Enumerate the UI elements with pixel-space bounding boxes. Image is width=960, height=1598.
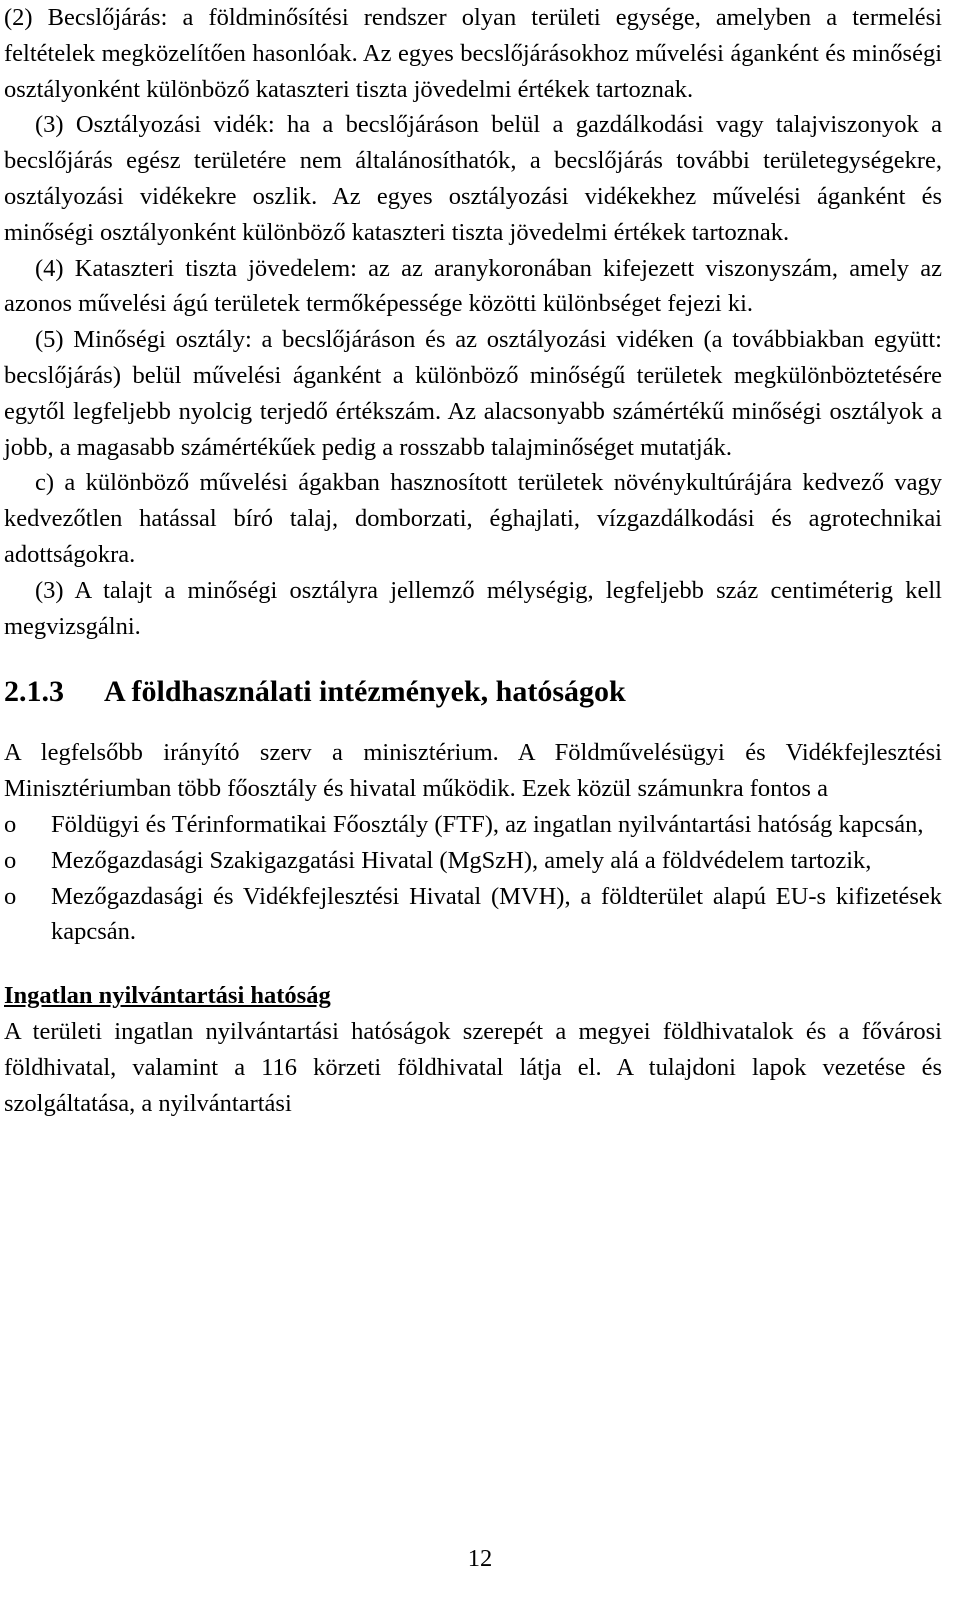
paragraph-becslojaras: (2) Becslőjárás: a földminősítési rendszer olyan területi egysége, amelyben a termelési feltételek megközelítően hasonlóak. Az egyes becslőjárásokhoz művelési áganként és minőségi osztályonként különböző kataszteri tiszta jövedelmi értékek tartoznak. — [4, 4, 942, 103]
list-item — [4, 879, 942, 951]
section-heading — [4, 673, 942, 711]
paragraph-item-c: c) a különböző művelési ágakban hasznosított területek növénykultúrájára kedvező vagy kedvezőtlen hatással bíró talaj, domborzati, éghajlati, vízgazdálkodási és agrotechnikai adottságokra. — [4, 469, 942, 568]
list-item-text: Mezőgazdasági Szakigazgatási Hivatal (MgSzH), amely alá a földvédelem tartozik, — [51, 846, 872, 874]
paragraph-kataszteri-tiszta-jovedelem: (4) Kataszteri tiszta jövedelem: az az aranykoronában kifejezett viszonyszám, amely az azonos művelési ágú területek termőképessége közötti különbséget fejezi ki. — [4, 254, 942, 318]
paragraph-talaj-vizsgalat: (3) A talajt a minőségi osztályra jellemző mélységig, legfeljebb száz centiméterig kell megvizsgálni. — [4, 576, 942, 640]
subsection-paragraph: A területi ingatlan nyilvántartási hatóságok szerepét a megyei földhivatalok és a fővárosi földhivatal, valamint a 116 körzeti földhivatal látja el. A tulajdoni lapok vezetése és szolgáltatása, a nyilvántartási — [4, 1017, 942, 1117]
list-item — [4, 807, 942, 843]
list-item-text: Mezőgazdasági és Vidékfejlesztési Hivatal (MVH), a földterület alapú EU-s kifizetések kapcsán. — [51, 882, 942, 946]
document-page — [4, 0, 942, 1121]
section-number: 2.1.3 — [4, 675, 64, 709]
paragraph-minosegi-osztaly: (5) Minőségi osztály: a becslőjáráson és az osztályozási vidéken (a továbbiakban együtt: becslőjárás) belül művelési áganként a különböző minőségű területek megkülönböztetésére egytől legfeljebb nyolcig terjedő értékszám. Az alacsonyabb számértékű minőségi osztályok a jobb, a magasabb számértékűek pedig a rosszabb talajminőséget mutatják. — [4, 326, 942, 461]
bullet-marker: o — [4, 810, 17, 838]
section-title: A földhasználati intézmények, hatóságok — [104, 675, 626, 709]
list-item-text: Földügyi és Térinformatikai Főosztály (FTF), az ingatlan nyilvántartási hatóság kapcsán, — [51, 810, 924, 838]
list-item — [4, 843, 942, 879]
bullet-marker: o — [4, 846, 17, 874]
section-intro-paragraph: A legfelsőbb irányító szerv a minisztérium. A Földművelésügyi és Vidékfejlesztési Minisztériumban több főosztály és hivatal működik. Ezek közül számunkra fontos a — [4, 739, 942, 803]
bullet-marker: o — [4, 882, 17, 910]
institution-list — [4, 807, 942, 950]
paragraph-osztalyozasi-videk: (3) Osztályozási vidék: ha a becslőjáráson belül a gazdálkodási vagy talajviszonyok a becslőjárás egész területére nem általánosíthatók, a becslőjárás további területegységekre, osztályozási vidékekre oszlik. Az egyes osztályozási vidékekhez művelési áganként és minőségi osztályonként különböző kataszteri tiszta jövedelmi értékek tartoznak. — [4, 111, 942, 246]
subsection-heading: Ingatlan nyilvántartási hatóság — [4, 982, 331, 1010]
page-number: 12 — [467, 1545, 493, 1572]
